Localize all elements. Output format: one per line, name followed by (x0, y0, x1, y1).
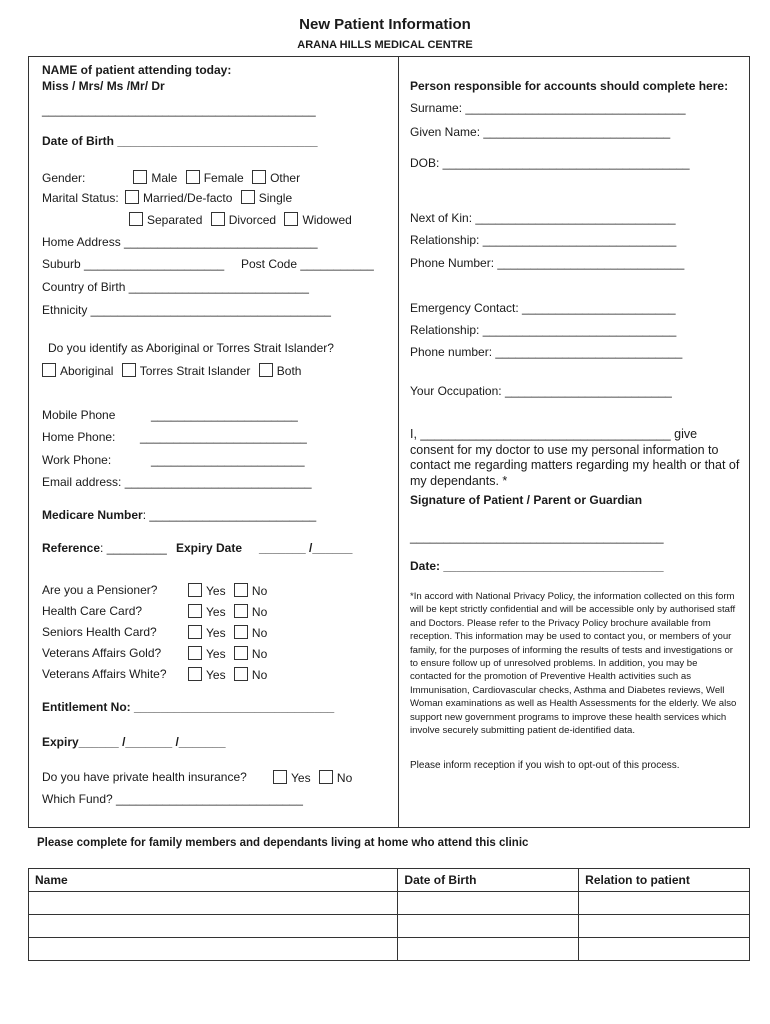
opt-out-note: Please inform reception if you wish to opt-out of this process. (410, 760, 680, 771)
marital-row-2 (129, 212, 352, 227)
family-dob-cell[interactable] (398, 915, 579, 938)
atsi-options (42, 363, 301, 378)
private-health-question: Do you have private health insurance? (42, 770, 247, 784)
entitlement-field[interactable]: Entitlement No: ______________________________ (42, 700, 335, 714)
va-white-options (188, 667, 267, 682)
table-row (29, 915, 750, 938)
home-phone-label: Home Phone: (42, 430, 116, 444)
aboriginal-label: Aboriginal (60, 364, 114, 378)
family-relation-cell[interactable] (579, 892, 750, 915)
family-relation-cell[interactable] (579, 938, 750, 961)
medicare-field[interactable]: : _________________________ (142, 508, 317, 522)
single-label: Single (258, 191, 293, 205)
married-label: Married/De-facto (143, 191, 233, 205)
work-phone-label: Work Phone: (42, 453, 112, 467)
family-table (28, 868, 750, 961)
surname-field[interactable]: Surname: _________________________________ (410, 101, 686, 115)
gender-other-label: Other (270, 171, 301, 185)
email-field[interactable]: Email address: ____________________________ (42, 475, 312, 489)
gender-female-label: Female (203, 171, 244, 185)
single-checkbox[interactable] (241, 190, 255, 204)
emergency-phone-field[interactable]: Phone number: ____________________________ (410, 345, 683, 359)
kin-relationship-field[interactable]: Relationship: _____________________________ (410, 233, 677, 247)
consent-statement: I, ____________________________________ give consent for my doctor to use my personal information to contact me regarding matters regarding my health or that of my dependants. * (410, 427, 740, 488)
divorced-checkbox[interactable] (211, 212, 225, 226)
home-phone-field[interactable]: _________________________ (140, 430, 307, 444)
family-name-cell[interactable] (29, 915, 398, 938)
expiry-date-label: Expiry Date (176, 541, 243, 555)
patient-name-field[interactable]: _________________________________________ (42, 103, 316, 117)
column-divider (398, 56, 399, 828)
expiry-date-field[interactable]: _______ /______ (259, 541, 353, 555)
private-health-yes-checkbox[interactable] (273, 770, 287, 784)
gender-other-checkbox[interactable] (252, 170, 266, 184)
family-name-cell[interactable] (29, 892, 398, 915)
health-care-question: Health Care Card? (42, 604, 143, 618)
va-gold-no-checkbox[interactable] (234, 646, 248, 660)
atsi-question: Do you identify as Aboriginal or Torres Strait Islander? (48, 341, 334, 355)
pensioner-options (188, 583, 267, 598)
marital-label: Marital Status: (42, 191, 119, 205)
yes-label: Yes (206, 626, 226, 640)
pensioner-yes-checkbox[interactable] (188, 583, 202, 597)
ethnicity-field[interactable]: Ethnicity ____________________________________ (42, 303, 331, 317)
health-care-yes-checkbox[interactable] (188, 604, 202, 618)
page-title: New Patient Information (299, 16, 471, 33)
yes-label: Yes (206, 647, 226, 661)
gender-male-label: Male (151, 171, 178, 185)
date-field[interactable]: Date: _________________________________ (410, 559, 664, 573)
medicare-label: Medicare Number (42, 508, 143, 522)
privacy-note: *In accord with National Privacy Policy, the information collected on this form will be kept strictly confidential and will be accessible only by authorised staff and Doctors. Please refer to the Privacy Policy brochure available from reception. This information may be used to contact you, or members of your family, for the purposes of informing the results of tests and investigations or to ensure follow up of unresolved problems. In addition, you may be contacted for the promotion of Preventive Health activities such as Immunisation, Cardiovascular checks, Asthma and Diabetes reviews, Well Woman examinations as well as Health Assessments for the elderly. We also support new government programs to improve these health services which involve securely submitting patient de-identified data. (410, 591, 737, 737)
torres-strait-label: Torres Strait Islander (139, 364, 251, 378)
no-label: No (251, 647, 268, 661)
mobile-phone-field[interactable]: ______________________ (151, 408, 298, 422)
reference-label: Reference (42, 541, 101, 555)
va-gold-yes-checkbox[interactable] (188, 646, 202, 660)
reference-row (42, 541, 167, 555)
separated-label: Separated (147, 213, 203, 227)
patient-name-label: NAME of patient attending today: (42, 63, 232, 77)
no-label: No (251, 584, 268, 598)
next-of-kin-field[interactable]: Next of Kin: ______________________________ (410, 211, 676, 225)
pensioner-no-checkbox[interactable] (234, 583, 248, 597)
emergency-relationship-field[interactable]: Relationship: _____________________________ (410, 323, 677, 337)
seniors-question: Seniors Health Card? (42, 625, 157, 639)
widowed-checkbox[interactable] (284, 212, 298, 226)
health-care-no-checkbox[interactable] (234, 604, 248, 618)
medicare-row (42, 508, 316, 522)
private-health-options (273, 770, 352, 785)
seniors-options (188, 625, 267, 640)
va-white-no-checkbox[interactable] (234, 667, 248, 681)
gender-female-checkbox[interactable] (186, 170, 200, 184)
yes-label: Yes (291, 771, 311, 785)
work-phone-field[interactable]: _______________________ (151, 453, 305, 467)
private-health-no-checkbox[interactable] (319, 770, 333, 784)
yes-label: Yes (206, 605, 226, 619)
no-label: No (251, 605, 268, 619)
signature-field[interactable]: ______________________________________ (410, 530, 664, 544)
table-row (29, 892, 750, 915)
family-name-cell[interactable] (29, 938, 398, 961)
postcode-field[interactable]: Post Code ___________ (241, 257, 374, 271)
torres-strait-checkbox[interactable] (122, 363, 136, 377)
yes-label: Yes (206, 668, 226, 682)
pensioner-question: Are you a Pensioner? (42, 583, 158, 597)
no-label: No (336, 771, 353, 785)
home-address-field[interactable]: Home Address _____________________________ (42, 235, 318, 249)
gender-row (42, 170, 300, 185)
country-of-birth-field[interactable]: Country of Birth ___________________________ (42, 280, 309, 294)
accounts-heading: Person responsible for accounts should complete here: (410, 79, 729, 93)
emergency-contact-field[interactable]: Emergency Contact: _______________________ (410, 301, 676, 315)
both-checkbox[interactable] (259, 363, 273, 377)
table-row (29, 938, 750, 961)
seniors-yes-checkbox[interactable] (188, 625, 202, 639)
clinic-name: ARANA HILLS MEDICAL CENTRE (297, 39, 473, 51)
separated-checkbox[interactable] (129, 212, 143, 226)
signature-label: Signature of Patient / Parent or Guardian (410, 493, 643, 507)
seniors-no-checkbox[interactable] (234, 625, 248, 639)
table-header-row (29, 869, 750, 892)
family-dob-cell[interactable] (398, 892, 579, 915)
kin-phone-field[interactable]: Phone Number: ____________________________ (410, 256, 685, 270)
va-gold-question: Veterans Affairs Gold? (42, 646, 162, 660)
gender-male-checkbox[interactable] (133, 170, 147, 184)
widowed-label: Widowed (302, 213, 352, 227)
account-dob-field[interactable]: DOB: _____________________________________ (410, 156, 690, 170)
va-white-yes-checkbox[interactable] (188, 667, 202, 681)
mobile-phone-label: Mobile Phone (42, 408, 116, 422)
va-white-question: Veterans Affairs White? (42, 667, 167, 681)
family-dob-cell[interactable] (398, 938, 579, 961)
given-name-field[interactable]: Given Name: ____________________________ (410, 125, 671, 139)
suburb-field[interactable]: Suburb _____________________ (42, 257, 225, 271)
column-date-of-birth: Date of Birth (398, 869, 579, 892)
which-fund-field[interactable]: Which Fund? ____________________________ (42, 792, 303, 806)
both-label: Both (276, 364, 302, 378)
patient-titles: Miss / Mrs/ Ms /Mr/ Dr (42, 79, 165, 93)
va-gold-options (188, 646, 267, 661)
column-relation: Relation to patient (579, 869, 750, 892)
occupation-field[interactable]: Your Occupation: _________________________ (410, 384, 672, 398)
reference-field[interactable]: : _________ (100, 541, 167, 555)
expiry-field[interactable]: Expiry______ /_______ /_______ (42, 735, 226, 749)
aboriginal-checkbox[interactable] (42, 363, 56, 377)
date-of-birth-field[interactable]: Date of Birth ______________________________ (42, 134, 318, 148)
health-care-options (188, 604, 267, 619)
married-checkbox[interactable] (125, 190, 139, 204)
column-name: Name (29, 869, 398, 892)
no-label: No (251, 668, 268, 682)
marital-row-1 (42, 190, 292, 205)
family-relation-cell[interactable] (579, 915, 750, 938)
divorced-label: Divorced (228, 213, 277, 227)
family-heading: Please complete for family members and dependants living at home who attend this clinic (37, 837, 529, 849)
gender-label: Gender: (42, 171, 86, 185)
yes-label: Yes (206, 584, 226, 598)
no-label: No (251, 626, 268, 640)
